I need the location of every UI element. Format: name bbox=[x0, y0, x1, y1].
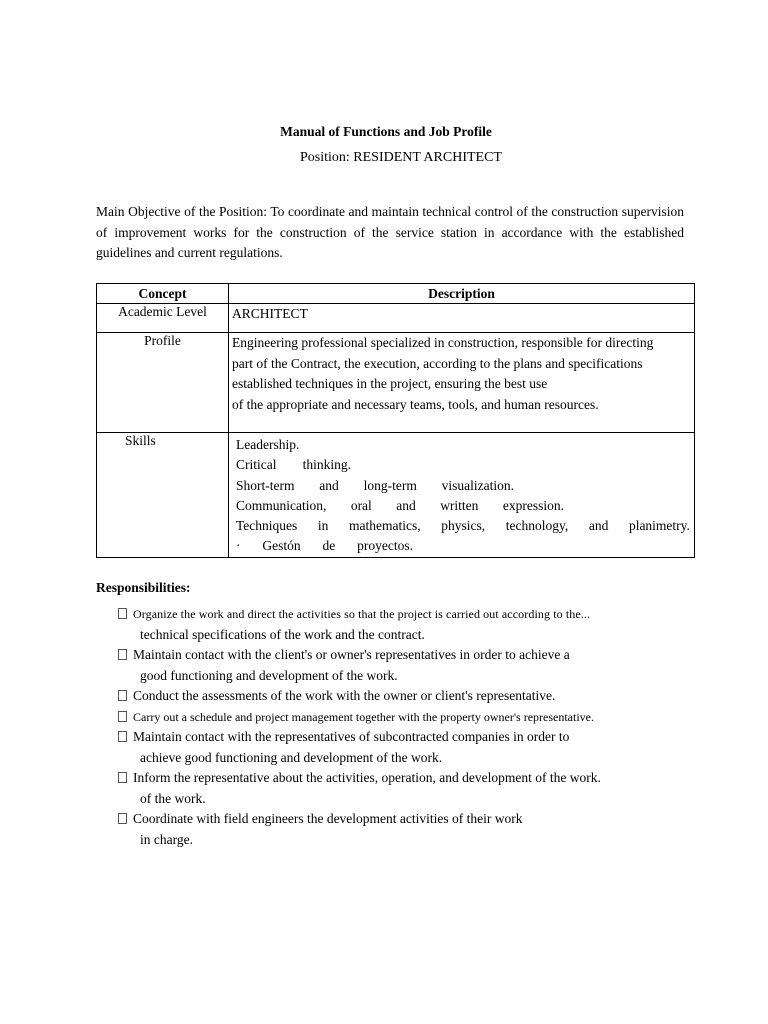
skill-word: proyectos. bbox=[357, 538, 413, 554]
checkbox-icon bbox=[118, 813, 127, 824]
job-profile-table bbox=[96, 283, 695, 558]
list-item bbox=[118, 809, 678, 850]
skill-word: mathematics, bbox=[349, 518, 421, 534]
header-description: Description bbox=[229, 284, 695, 304]
responsibility-continuation: good functioning and development of the work. bbox=[140, 667, 398, 683]
main-objective: Main Objective of the Position: To coordinate and maintain technical control of the construction supervision of improvement works for the construction of the service station in accordance with the established guidelines and current regulations. bbox=[96, 204, 684, 260]
skill-word: and bbox=[396, 497, 416, 513]
responsibility-text: Maintain contact with the client's or owner's representatives in order to achieve a bbox=[133, 647, 570, 662]
skill-word: Techniques bbox=[236, 518, 298, 534]
description-profile bbox=[229, 333, 695, 433]
table-header-row bbox=[97, 284, 695, 304]
responsibility-continuation: technical specifications of the work and the contract. bbox=[140, 626, 425, 642]
list-item bbox=[118, 707, 678, 728]
skills-list bbox=[236, 435, 690, 557]
responsibility-text: Organize the work and direct the activities so that the project is carried out according to the... bbox=[133, 607, 591, 621]
responsibility-continuation: of the work. bbox=[140, 790, 206, 806]
description-skills bbox=[229, 433, 695, 558]
responsibility-text: Carry out a schedule and project management together with the property owner's representative. bbox=[133, 709, 594, 724]
responsibility-continuation: in charge. bbox=[140, 831, 193, 847]
skill-word: and bbox=[588, 518, 609, 534]
skill-word: and bbox=[319, 477, 339, 493]
list-item bbox=[118, 727, 678, 768]
skill-word: in bbox=[317, 518, 329, 534]
profile-line: established techniques in the project, ensuring the best use bbox=[232, 376, 548, 392]
skill-item bbox=[236, 435, 690, 455]
responsibility-continuation: achieve good functioning and development of the work. bbox=[140, 749, 443, 765]
responsibilities-title: Responsibilities: bbox=[96, 580, 191, 595]
responsibility-text: Conduct the assessments of the work with the owner or client's representative. bbox=[133, 688, 556, 703]
skill-word: · bbox=[236, 538, 241, 554]
skill-item bbox=[236, 455, 351, 475]
list-item bbox=[118, 604, 678, 645]
skill-word: Gestón bbox=[262, 538, 301, 554]
description-academic-level: ARCHITECT bbox=[229, 304, 695, 333]
skill-word: thinking. bbox=[302, 457, 351, 473]
table-row-academic bbox=[97, 304, 695, 333]
checkbox-icon bbox=[118, 731, 127, 742]
checkbox-icon bbox=[118, 772, 127, 783]
skill-word: Critical bbox=[236, 457, 277, 473]
profile-line: part of the Contract, the execution, according to the plans and specifications bbox=[232, 355, 643, 371]
table-row-profile bbox=[97, 333, 695, 433]
header-concept: Concept bbox=[97, 284, 229, 304]
skill-word: planimetry. bbox=[628, 518, 690, 534]
checkbox-icon bbox=[118, 711, 127, 722]
skill-item bbox=[236, 516, 690, 536]
list-item bbox=[118, 768, 678, 809]
concept-skills: Skills bbox=[97, 433, 229, 558]
profile-line: of the appropriate and necessary teams, tools, and human resources. bbox=[232, 396, 599, 412]
responsibilities-list bbox=[118, 604, 678, 850]
responsibility-text: Coordinate with field engineers the development activities of their work bbox=[133, 811, 523, 826]
skill-word: written bbox=[440, 497, 479, 513]
responsibility-text: Inform the representative about the activities, operation, and development of the work. bbox=[133, 770, 601, 785]
skill-word: expression. bbox=[502, 497, 564, 513]
list-item bbox=[118, 645, 678, 686]
skill-word: Communication, bbox=[236, 497, 327, 513]
skill-word: visualization. bbox=[441, 477, 514, 493]
table-row-skills bbox=[97, 433, 695, 558]
skill-word: technology, bbox=[505, 518, 569, 534]
skill-word: Short-term bbox=[236, 477, 295, 493]
document-title: Manual of Functions and Job Profile bbox=[280, 124, 492, 139]
checkbox-icon bbox=[118, 649, 127, 660]
skill-item bbox=[236, 496, 564, 516]
responsibility-text: Maintain contact with the representatives of subcontracted companies in order to bbox=[133, 729, 570, 744]
profile-line: Engineering professional specialized in construction, responsible for directing bbox=[232, 335, 654, 350]
skill-item bbox=[236, 476, 514, 496]
position-line: Position: RESIDENT ARCHITECT bbox=[300, 150, 502, 165]
list-item bbox=[118, 686, 678, 707]
skill-word: oral bbox=[350, 497, 372, 513]
concept-academic-level: Academic Level bbox=[97, 304, 229, 333]
checkbox-icon bbox=[118, 690, 127, 701]
skill-word: Leadership. bbox=[236, 437, 300, 452]
checkbox-icon bbox=[118, 608, 127, 619]
skill-item bbox=[236, 536, 413, 556]
concept-profile: Profile bbox=[97, 333, 229, 433]
skill-word: physics, bbox=[441, 518, 486, 534]
skill-word: long-term bbox=[363, 477, 417, 493]
skill-word: de bbox=[322, 538, 336, 554]
